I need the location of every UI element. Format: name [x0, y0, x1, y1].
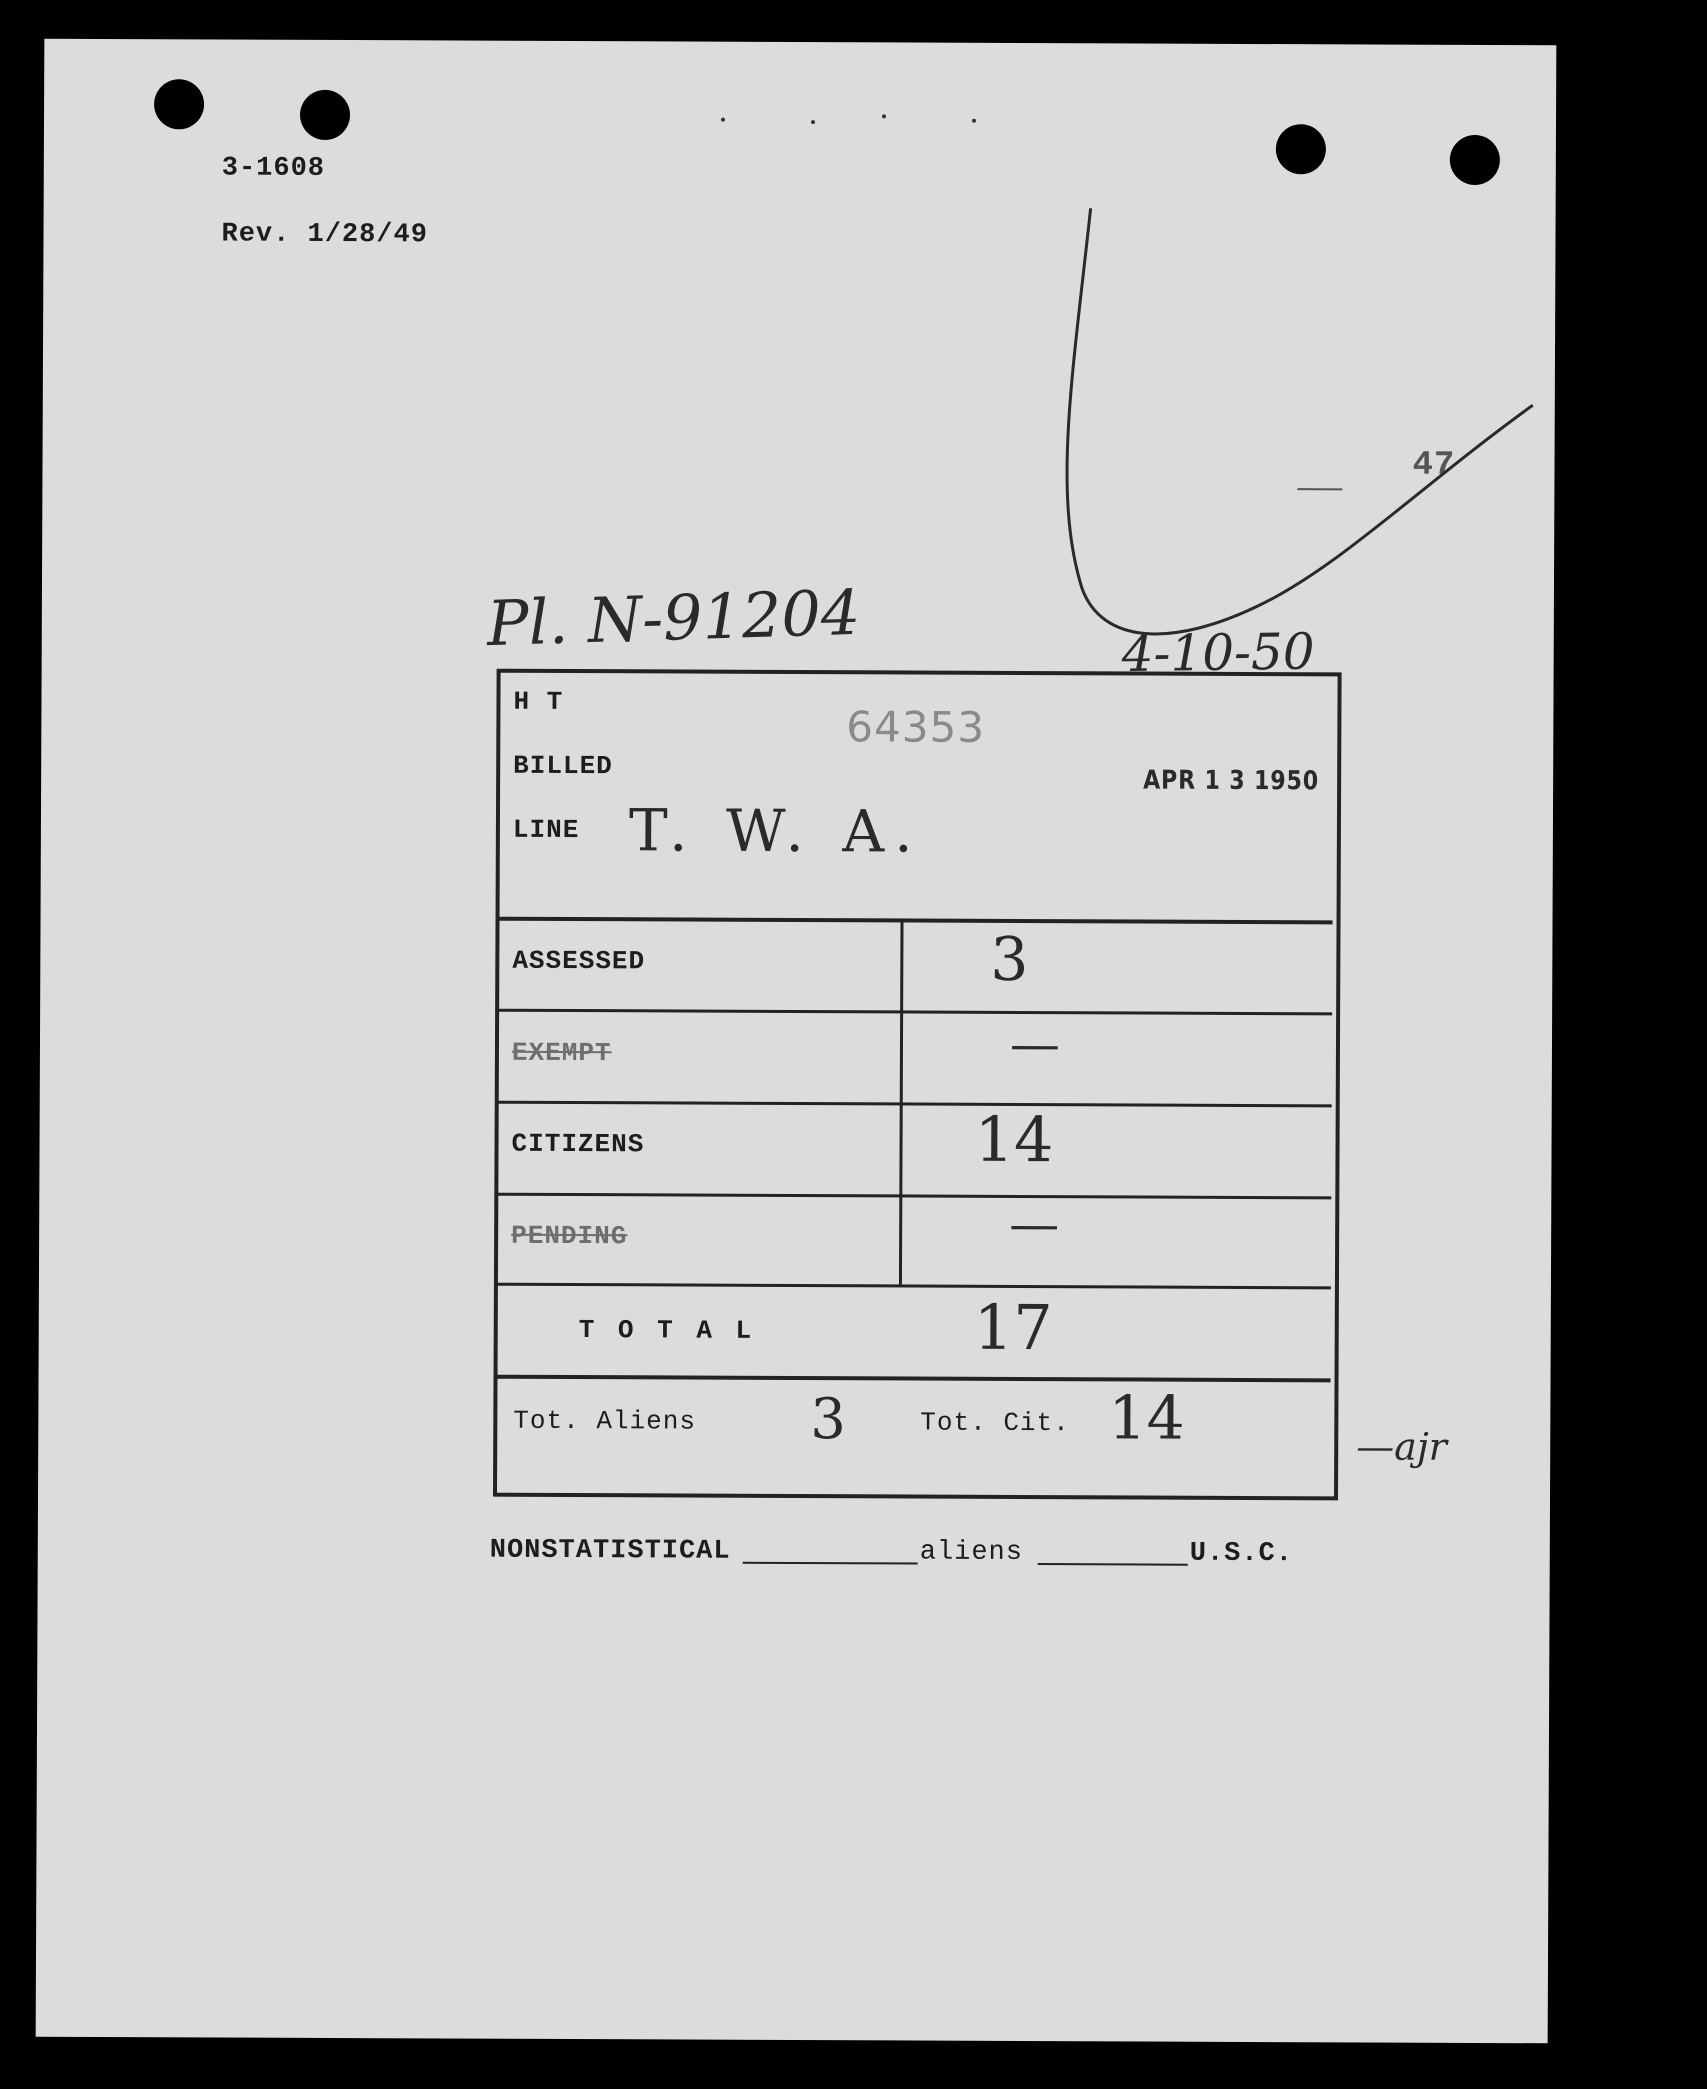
plane-number: Pl. N-91204 [485, 575, 862, 661]
citizens-label: CITIZENS [511, 1128, 645, 1160]
received-date-stamp: APR 1 3 1950 [1143, 765, 1320, 797]
citizens-value: 14 [974, 1102, 1054, 1177]
total-label: T O T A L [578, 1315, 756, 1346]
tot-aliens-value: 3 [810, 1387, 847, 1453]
handwritten-date: 4-10-50 [1121, 622, 1315, 684]
assessed-value: 3 [990, 924, 1029, 996]
form-number: 3-1608 [221, 153, 326, 184]
line-label: LINE [512, 814, 580, 846]
tot-cit-label: Tot. Cit. [920, 1407, 1070, 1439]
pending-label: PENDING [511, 1220, 628, 1252]
form-revision: Rev. 1/28/49 [221, 219, 429, 251]
tot-aliens-label: Tot. Aliens [513, 1405, 697, 1437]
document-page [36, 39, 1557, 2044]
handwritten-initials: —ajr [1356, 1424, 1447, 1469]
pending-value: — [1009, 1194, 1060, 1254]
total-value: 17 [973, 1290, 1053, 1365]
exempt-label: EXEMPT [511, 1037, 612, 1069]
serial-number-stamp: 64353 [846, 702, 986, 752]
page-number: 47 [1412, 446, 1456, 485]
ht-label: H T [513, 686, 564, 717]
assessed-label: ASSESSED [512, 945, 646, 977]
exempt-value: — [1009, 1014, 1061, 1074]
usc-label: U.S.C. [1189, 1538, 1294, 1570]
nonstatistical-label: NONSTATISTICAL [489, 1535, 731, 1567]
line-value: T. W. A. [628, 796, 923, 866]
billed-label: BILLED [513, 750, 613, 782]
aliens-label: aliens [919, 1537, 1024, 1568]
tot-cit-value: 14 [1108, 1383, 1185, 1454]
